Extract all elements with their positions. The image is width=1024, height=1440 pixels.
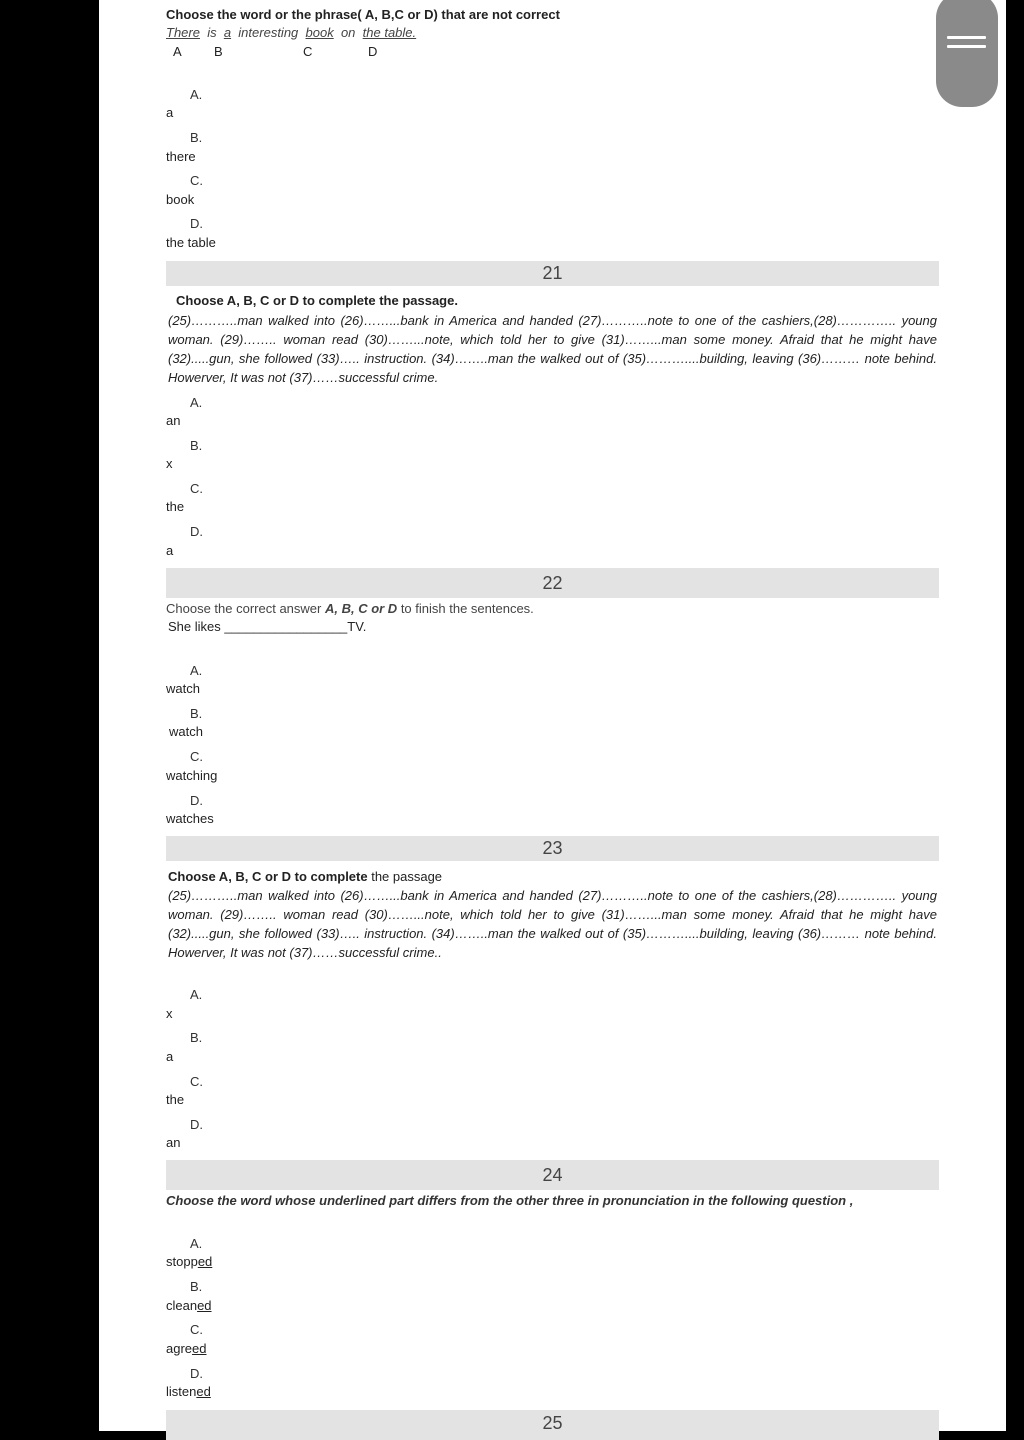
q20-option-d-letter[interactable]: D. [190,216,203,231]
q21-option-c-text[interactable]: the [166,499,185,514]
word-interesting: interesting [238,25,299,40]
q23-passage: (25)………..man walked into (26)……...bank in America and handed (27)………..note to one of the cashiers,(28)………….. young woman. (29)…….. woman read (30)……...note, which told her to give (31)……...man some money. Afraid that he might have (32).....gun, she followed (33)….. instruction. (34)……..man the walked out of (35)………....building, leaving (36)……… note behind. Howerver, It was not (37)……successful crime.. [168,888,937,960]
q24-option-d-text[interactable] [166,1384,211,1399]
word-is: is [207,25,217,40]
q20-option-c-text[interactable]: book [166,192,195,207]
q22-option-b-text[interactable]: watch [169,724,203,739]
hamburger-icon-line-top [947,36,986,39]
q22-instruction [166,601,534,616]
q20-option-a-letter[interactable]: A. [190,87,203,102]
q24-option-c-letter[interactable]: C. [190,1322,203,1337]
q22-option-b-letter[interactable]: B. [190,706,203,721]
menu-button[interactable] [936,0,998,107]
q24-option-a-text[interactable] [166,1254,212,1269]
q24-option-b-letter[interactable]: B. [190,1279,203,1294]
q23-option-c-text[interactable]: the [166,1092,185,1107]
q24-option-a-letter[interactable]: A. [190,1236,203,1251]
question-number-bar: 23 [166,836,939,861]
q23-option-b-text[interactable]: a [166,1049,174,1064]
q20-instruction: Choose the word or the phrase( A, B,C or D) that are not correct [166,7,560,22]
q23-instruction [168,869,442,884]
letter-a: A [173,44,182,59]
q23-option-b-letter[interactable]: B. [190,1030,203,1045]
letter-b: B [214,44,223,59]
word-book: book [305,25,334,40]
letter-d: D [368,44,378,59]
q24-option-c-text[interactable] [166,1341,207,1356]
q23-option-a-text[interactable]: x [166,1006,173,1021]
document-page [99,0,1006,1431]
q22-sentence-pre: She likes [168,619,225,634]
right-border [1006,0,1024,1431]
q21-option-a-letter[interactable]: A. [190,395,203,410]
q23-instruction-bold: Choose A, B, C or D to complete [168,869,368,884]
q22-blank: _________________ [224,619,348,634]
q23-option-c-letter[interactable]: C. [190,1074,203,1089]
q22-option-c-text[interactable]: watching [166,768,218,783]
q24-option-d-letter[interactable]: D. [190,1366,203,1381]
question-number-bar: 21 [166,261,939,286]
q22-sentence [168,619,366,634]
word-on: on [340,25,356,40]
q22-option-c-letter[interactable]: C. [190,749,203,764]
q21-option-a-text[interactable]: an [166,413,181,428]
q20-option-d-text[interactable]: the table [166,235,216,250]
word-there: There [166,25,200,40]
q24-option-d-stem: listen [166,1384,197,1399]
q23-option-a-letter[interactable]: A. [190,987,203,1002]
hamburger-icon-line-bottom [947,45,986,48]
q22-option-a-text[interactable]: watch [166,681,200,696]
q23-option-d-letter[interactable]: D. [190,1117,203,1132]
q24-option-a-stem: stopp [166,1254,198,1269]
q21-option-c-letter[interactable]: C. [190,481,203,496]
q22-option-d-text[interactable]: watches [166,811,214,826]
q24-option-d-ending: ed [196,1384,211,1399]
q21-passage: (25)………..man walked into (26)……...bank in America and handed (27)………..note to one of the cashiers,(28)………….. young woman. (29)…….. woman read (30)……...note, which told her to give (31)……...man some money. Afraid that he might have (32).....gun, she followed (33)….. instruction. (34)……..man the walked out of (35)………....building, leaving (36)……… note behind. Howerver, It was not (37)……successful crime. [168,313,937,385]
q24-instruction: Choose the word whose underlined part differs from the other three in pronunciation in the following question , [166,1193,854,1208]
letter-c: C [303,44,313,59]
q22-instruction-em: A, B, C or D [324,601,398,616]
q23-option-d-text[interactable]: an [166,1135,181,1150]
q20-option-a-text[interactable]: a [166,105,174,120]
question-number-bar: 22 [166,568,939,598]
q24-option-c-stem: agre [166,1341,193,1356]
q21-option-b-text[interactable]: x [166,456,173,471]
q21-option-d-text[interactable]: a [166,543,174,558]
q24-option-c-ending: ed [192,1341,207,1356]
q24-option-b-text[interactable] [166,1298,212,1313]
q21-option-b-letter[interactable]: B. [190,438,203,453]
q22-option-a-letter[interactable]: A. [190,663,203,678]
q24-option-b-ending: ed [197,1298,212,1313]
q20-option-c-letter[interactable]: C. [190,173,203,188]
q23-instruction-rest: the passage [367,869,443,884]
q22-option-d-letter[interactable]: D. [190,793,203,808]
q22-instruction-pre: Choose the correct answer [166,601,325,616]
question-number-bar: 25 [166,1410,939,1440]
word-the-table: the table. [362,25,417,40]
q22-sentence-post: TV. [347,619,367,634]
q24-option-a-ending: ed [197,1254,213,1269]
q22-instruction-post: to finish the sentences. [397,601,534,616]
q20-sentence [166,25,416,40]
q20-option-b-text[interactable]: there [166,149,196,164]
word-a: a [223,25,232,40]
question-number-bar: 24 [166,1160,939,1190]
q21-option-d-letter[interactable]: D. [190,524,203,539]
q20-option-b-letter[interactable]: B. [190,130,203,145]
q24-option-b-stem: clean [166,1298,198,1313]
q21-instruction: Choose A, B, C or D to complete the passage. [176,293,458,308]
